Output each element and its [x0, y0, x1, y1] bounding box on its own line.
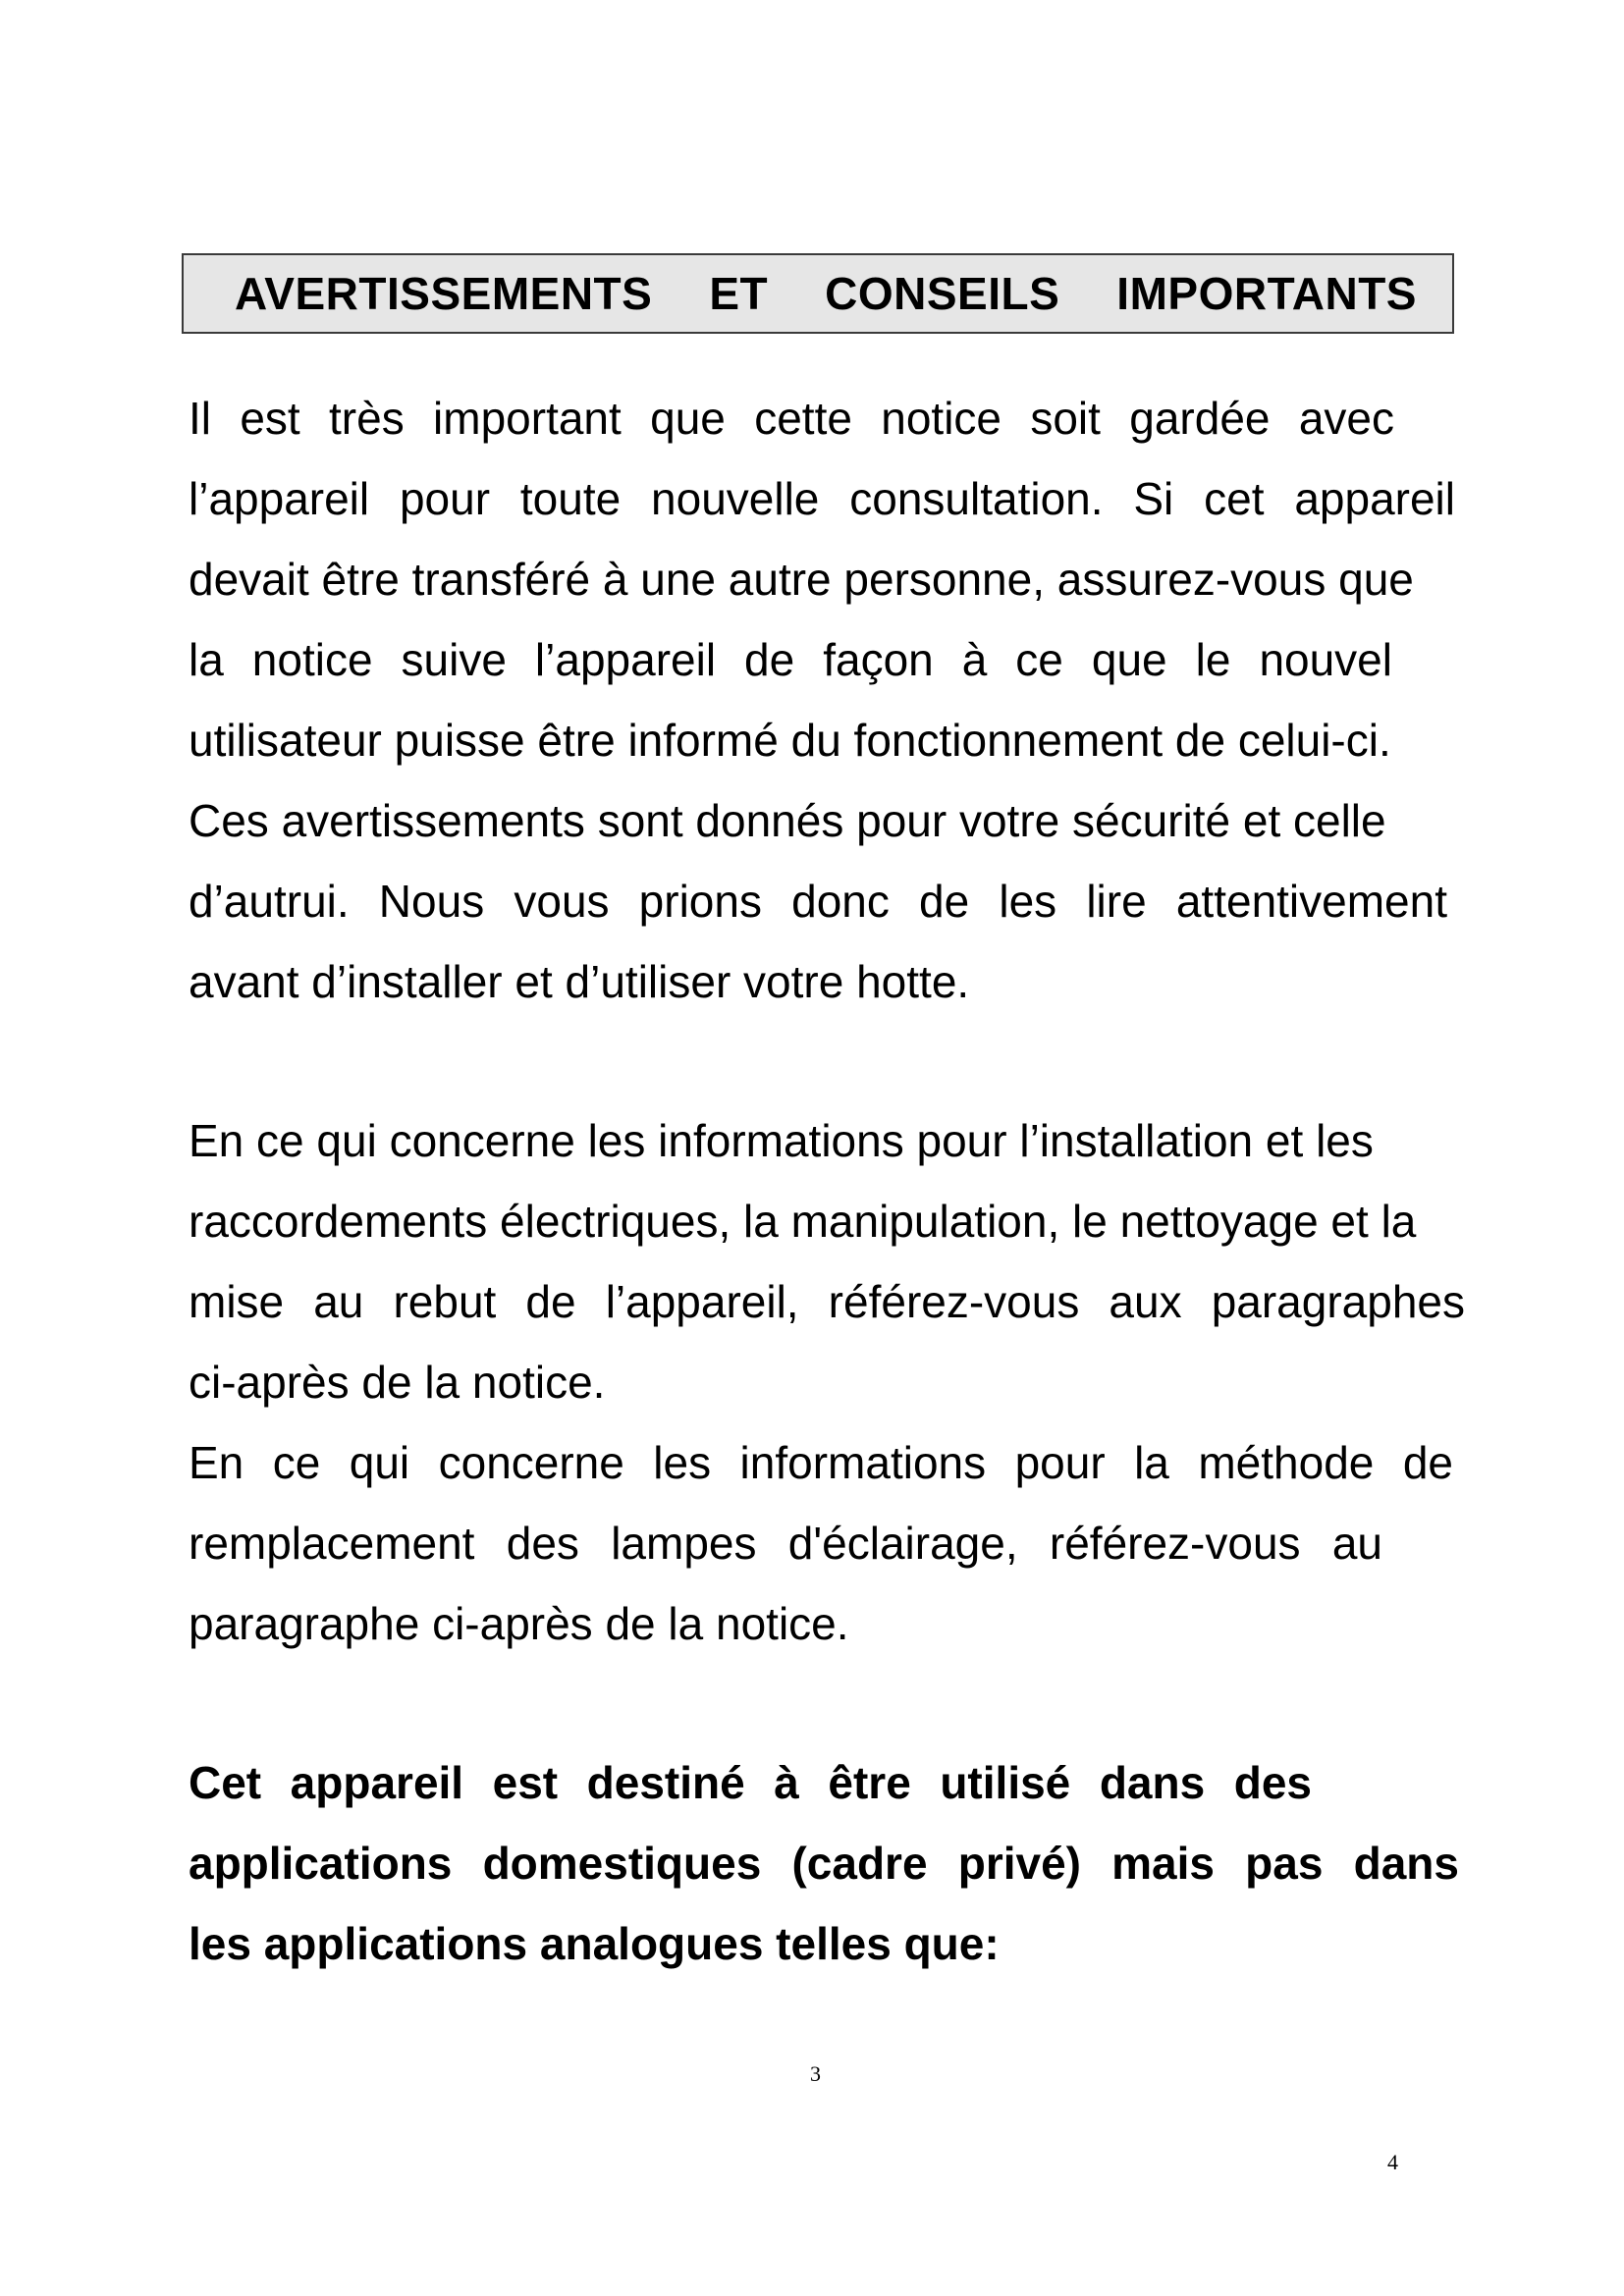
paragraph-line: l’appareil pour toute nouvelle consultation. Si cet appareil [189, 473, 1455, 524]
paragraph-line: les applications analogues telles que: [189, 1918, 1000, 1969]
heading-word: AVERTISSEMENTS [235, 268, 653, 319]
paragraph-line: paragraphe ci-après de la notice. [189, 1598, 849, 1649]
heading-word: IMPORTANTS [1116, 268, 1417, 319]
paragraph-line: utilisateur puisse être informé du fonctionnement de celui-ci. [189, 715, 1391, 766]
paragraph-line: mise au rebut de l’appareil, référez-vous aux paragraphes [189, 1276, 1465, 1327]
paragraph-line: raccordements électriques, la manipulation, le nettoyage et la [189, 1196, 1417, 1247]
paragraph-line: En ce qui concerne les informations pour la méthode de [189, 1437, 1453, 1488]
heading-word: CONSEILS [825, 268, 1060, 319]
paragraph-line: applications domestiques (cadre privé) mais pas dans [189, 1838, 1459, 1889]
outer-page-number: 4 [1387, 2150, 1398, 2174]
paragraph-line: avant d’installer et d’utiliser votre hotte. [189, 956, 970, 1007]
intro-paragraph [189, 378, 1465, 1022]
paragraph-line: Ces avertissements sont donnés pour votre sécurité et celle [189, 795, 1386, 846]
heading-word: ET [709, 268, 769, 319]
paragraph-line: la notice suive l’appareil de façon à ce que le nouvel [189, 634, 1392, 685]
paragraph-line: remplacement des lampes d'éclairage, référez-vous au [189, 1518, 1382, 1569]
paragraph-line: ci-après de la notice. [189, 1357, 606, 1408]
usage-warning-paragraph [189, 1742, 1465, 1984]
paragraph-line: d’autrui. Nous vous prions donc de les lire attentivement [189, 876, 1447, 927]
paragraph-line: En ce qui concerne les informations pour l’installation et les [189, 1115, 1374, 1166]
paragraph-line: Il est très important que cette notice soit gardée avec [189, 393, 1394, 444]
section-heading-box [182, 253, 1454, 334]
paragraph-line: devait être transféré à une autre personne, assurez-vous que [189, 554, 1414, 605]
inner-page-number: 3 [810, 2061, 821, 2086]
information-paragraph [189, 1100, 1465, 1664]
paragraph-line: Cet appareil est destiné à être utilisé dans des [189, 1757, 1312, 1808]
